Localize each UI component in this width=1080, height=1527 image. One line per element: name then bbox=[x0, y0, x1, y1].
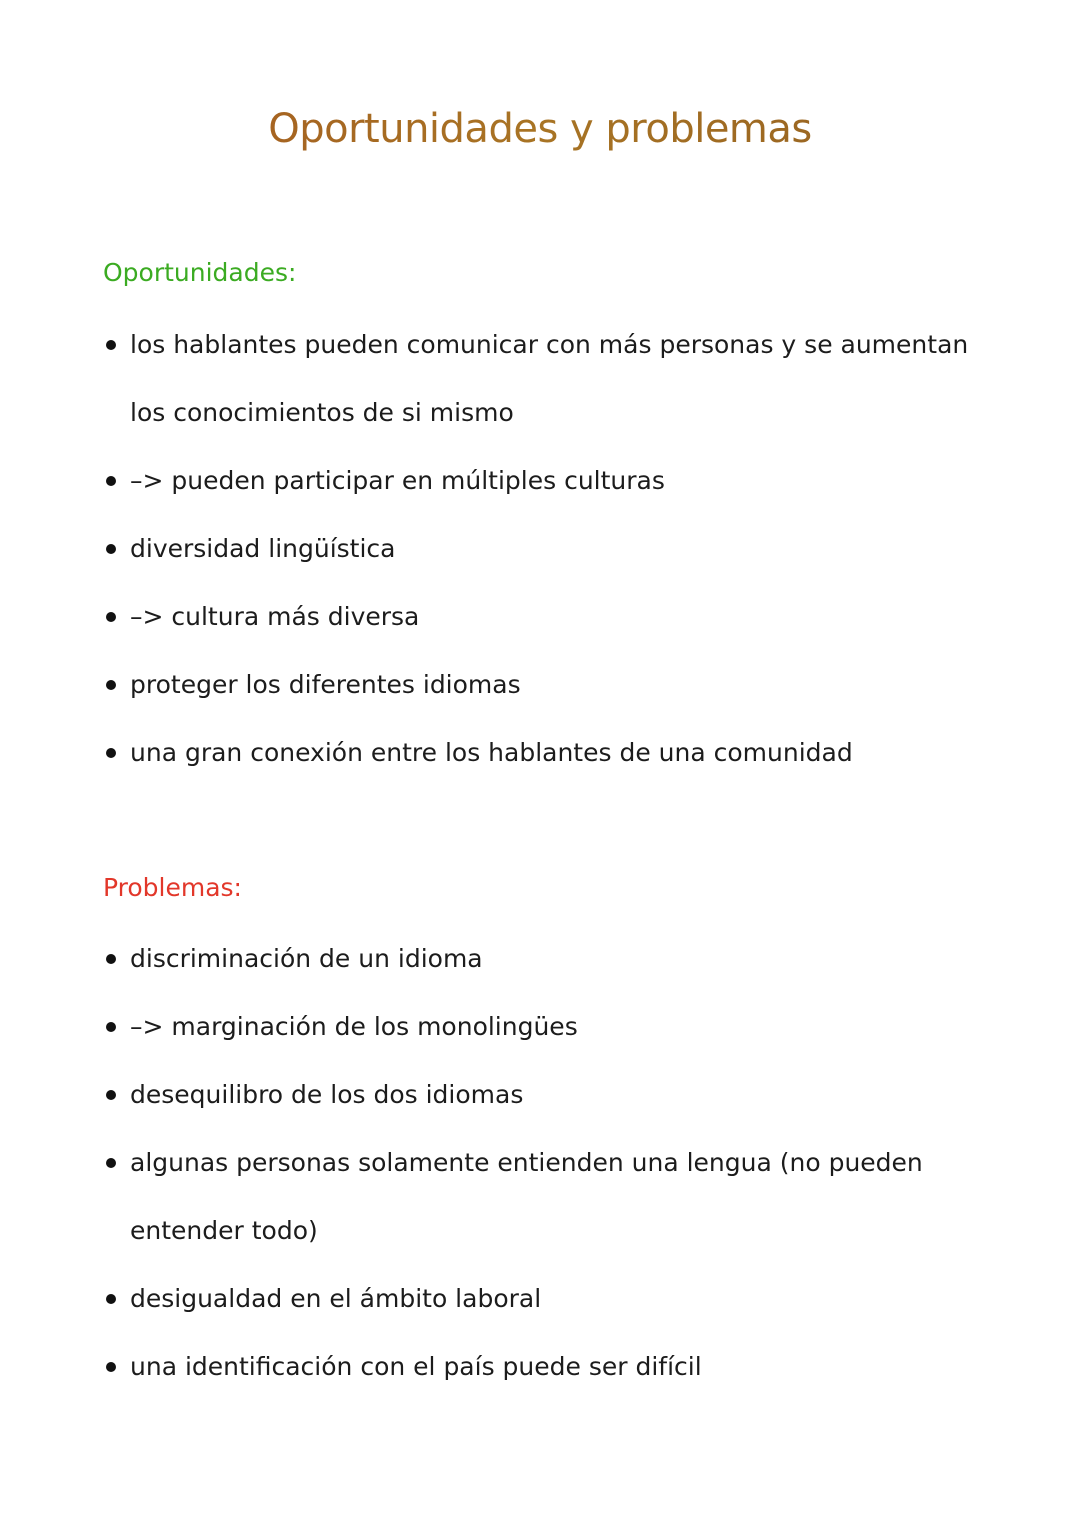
list-item bbox=[130, 583, 990, 651]
list-item bbox=[130, 719, 990, 787]
list-item-text: diversidad lingüística bbox=[130, 534, 396, 563]
bullet-icon bbox=[106, 612, 116, 622]
list-item bbox=[130, 1061, 990, 1129]
bullet-icon bbox=[106, 340, 116, 350]
bullet-icon bbox=[106, 1022, 116, 1032]
list-item bbox=[130, 651, 990, 719]
list-item bbox=[130, 993, 990, 1061]
bullet-icon bbox=[106, 954, 116, 964]
list-item bbox=[130, 925, 990, 993]
list-item-text: –> pueden participar en múltiples culturas bbox=[130, 466, 665, 495]
list-item-text: una gran conexión entre los hablantes de una comunidad bbox=[130, 738, 853, 767]
list-item-text: desequilibro de los dos idiomas bbox=[130, 1080, 524, 1109]
list-item bbox=[130, 447, 990, 515]
list-item-text: –> marginación de los monolingües bbox=[130, 1012, 578, 1041]
bullet-icon bbox=[106, 748, 116, 758]
bullet-icon bbox=[106, 1294, 116, 1304]
list-item bbox=[130, 1265, 990, 1333]
list-item-text: desigualdad en el ámbito laboral bbox=[130, 1284, 542, 1313]
page-title: Oportunidades y problemas bbox=[0, 106, 1080, 152]
list-item-text: los hablantes pueden comunicar con más personas y se aumentan los conocimientos de si mismo bbox=[130, 330, 969, 427]
list-item-text: proteger los diferentes idiomas bbox=[130, 670, 521, 699]
list-item bbox=[130, 1129, 990, 1265]
bullet-icon bbox=[106, 680, 116, 690]
bullet-icon bbox=[106, 1090, 116, 1100]
opportunities-heading: Oportunidades: bbox=[103, 258, 297, 287]
list-item-text: –> cultura más diversa bbox=[130, 602, 420, 631]
bullet-icon bbox=[106, 1158, 116, 1168]
bullet-icon bbox=[106, 1362, 116, 1372]
list-item-text: una identificación con el país puede ser difícil bbox=[130, 1352, 702, 1381]
bullet-icon bbox=[106, 476, 116, 486]
list-item bbox=[130, 515, 990, 583]
list-item bbox=[130, 311, 990, 447]
list-item bbox=[130, 1333, 990, 1401]
list-item-text: discriminación de un idioma bbox=[130, 944, 483, 973]
bullet-icon bbox=[106, 544, 116, 554]
problems-heading: Problemas: bbox=[103, 873, 242, 902]
list-item-text: algunas personas solamente entienden una lengua (no pueden entender todo) bbox=[130, 1148, 923, 1245]
